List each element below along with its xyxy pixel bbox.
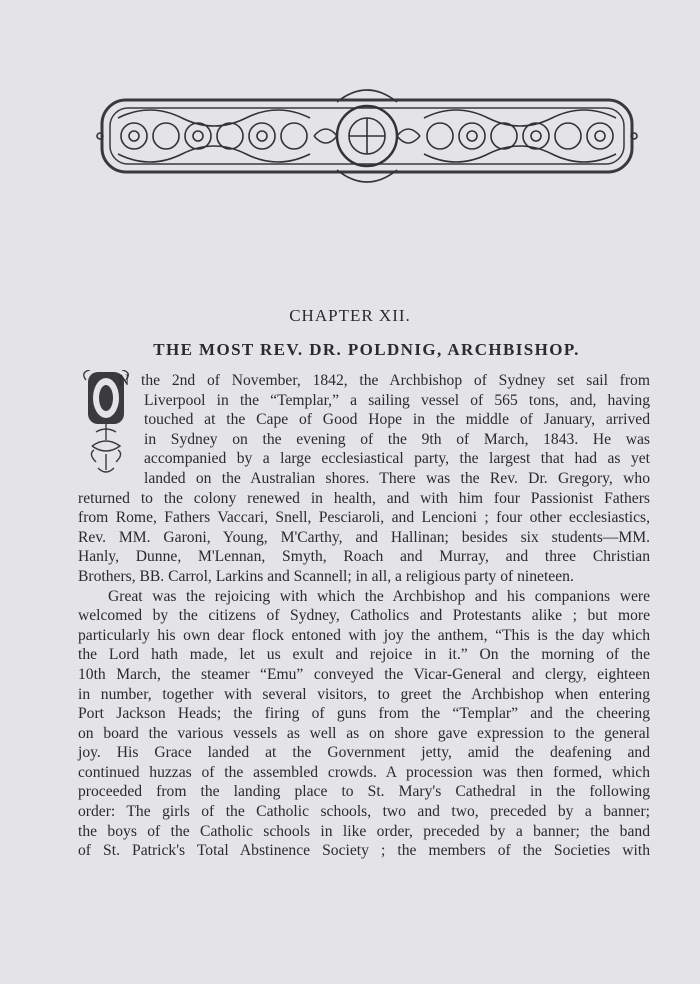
- text-line: welcomed by the citizens of Sydney, Catholics and Protestants alike ; but more: [78, 607, 650, 625]
- text-line: Hanly, Dunne, M'Lennan, Smyth, Roach and Murray, and three Christian: [78, 548, 650, 566]
- text-line: Liverpool in the “Templar,” a sailing vessel of 565 tons, and, having: [144, 391, 650, 409]
- text-line: N the 2nd of November, 1842, the Archbishop of Sydney set sail from: [118, 372, 650, 389]
- text-line: joy. His Grace landed at the Government jetty, amid the deafening and: [78, 744, 650, 762]
- text-line: from Rome, Fathers Vaccari, Snell, Pesciaroli, and Lencioni ; four other ecclesiastics,: [78, 509, 650, 527]
- text-line: Brothers, BB. Carrol, Larkins and Scannell; in all, a religious party of nineteen.: [78, 567, 574, 585]
- text-line: the boys of the Catholic schools in like order, preceded by a banner; the band: [78, 822, 650, 840]
- text-line: continued huzzas of the assembled crowds. A procession was then formed, which: [78, 763, 650, 781]
- text-line: on board the various vessels as well as on shore gave expression to the general: [78, 724, 650, 742]
- ornamental-headpiece: [94, 82, 640, 186]
- text-line: 10th March, the steamer “Emu” conveyed the Vicar-General and clergy, eighteen: [78, 665, 650, 683]
- text-line: order: The girls of the Catholic schools, two and two, preceded by a banner;: [78, 803, 650, 821]
- text-line: accompanied by a large ecclesiastical party, the largest that had as yet: [144, 450, 650, 468]
- chapter-number: CHAPTER XII.: [289, 306, 411, 325]
- text-line: in Sydney on the evening of the 9th of March, 1843. He was: [144, 430, 650, 448]
- paragraph-1: [78, 371, 650, 861]
- text-line: in number, together with several visitors, to greet the Archbishop when entering: [78, 685, 650, 703]
- text-line: the Lord hath made, let us exult and rejoice in it.” On the morning of the: [78, 646, 650, 664]
- text-line: landed on the Australian shores. There was the Rev. Dr. Gregory, who: [144, 469, 650, 487]
- text-line: proceeded from the landing place to St. Mary's Cathedral in the following: [78, 783, 650, 801]
- text-line: particularly his own dear flock entoned with joy the anthem, “This is the day which: [78, 626, 650, 644]
- chapter-title: THE MOST REV. DR. POLDNIG, ARCHBISHOP.: [153, 340, 580, 359]
- text-line: returned to the colony renewed in health, and with him four Passionist Fathers: [78, 489, 650, 507]
- text-line: Port Jackson Heads; the firing of guns from the “Templar” and the cheering: [78, 705, 650, 723]
- text-line: touched at the Cape of Good Hope in the middle of January, arrived: [144, 411, 650, 429]
- text-line: Rev. MM. Garoni, Young, M'Carthy, and Hallinan; besides six students—MM.: [78, 528, 650, 546]
- text-line: of St. Patrick's Total Abstinence Society ; the members of the Societies with: [78, 842, 650, 860]
- text-line: Great was the rejoicing with which the Archbishop and his companions were: [108, 587, 650, 605]
